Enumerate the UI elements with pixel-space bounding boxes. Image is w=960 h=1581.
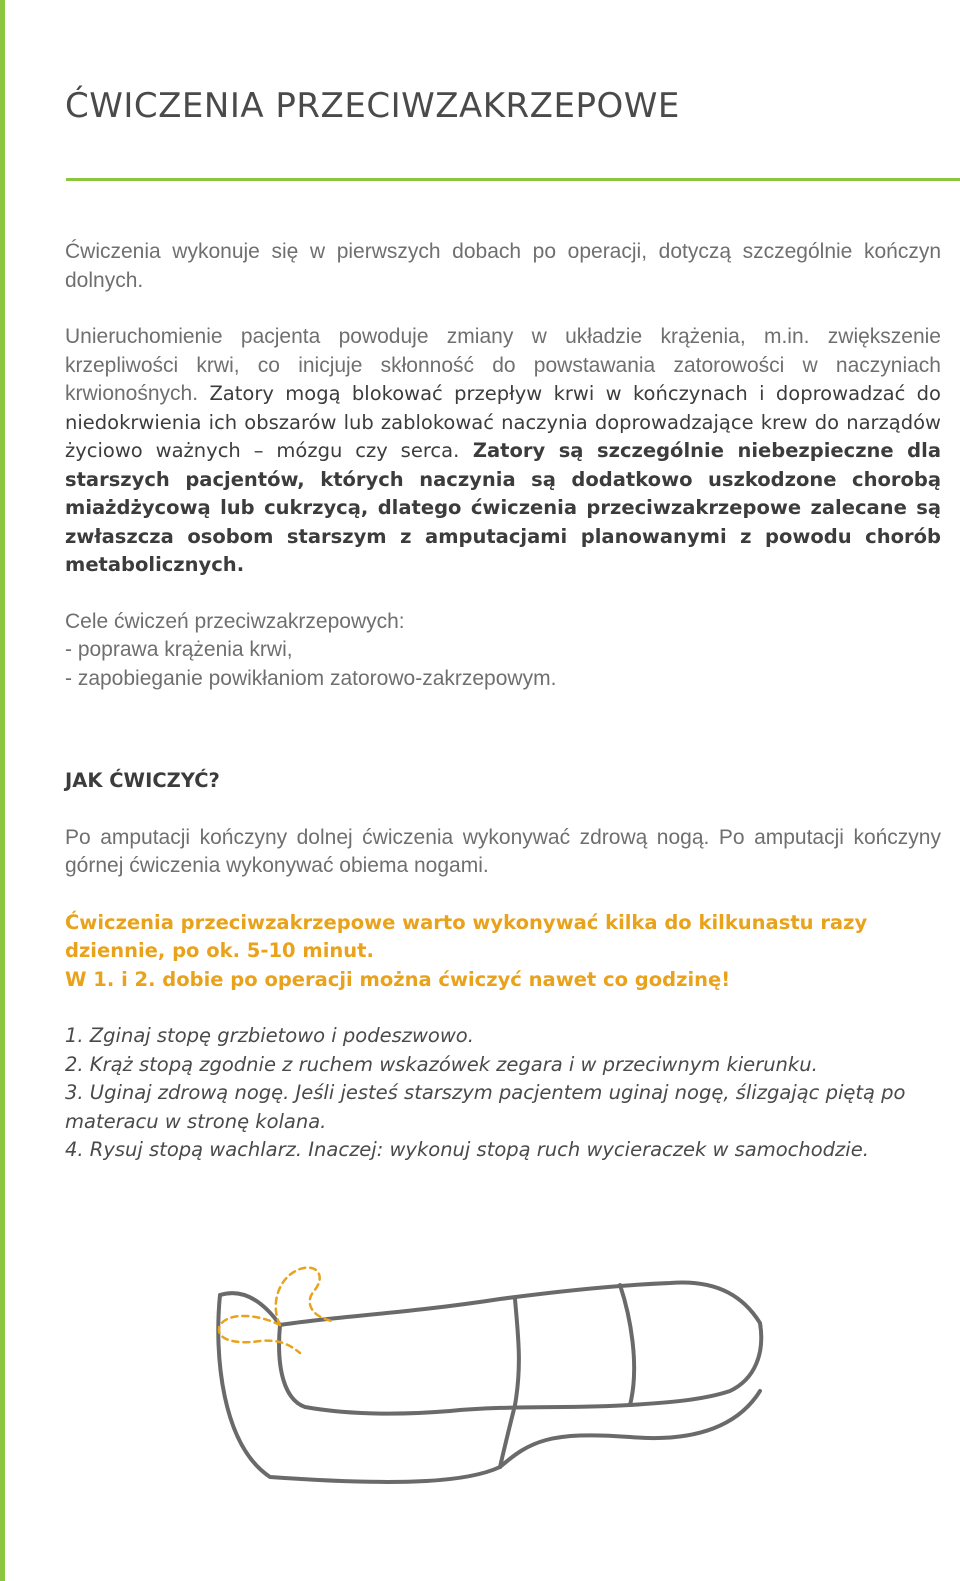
intro-paragraph: Ćwiczenia wykonuje się w pierwszych dobach po operacji, dotyczą szczególnie kończyn dolnych. [65, 240, 941, 292]
goal-item: - zapobieganie powikłaniom zatorowo-zakrzepowym. [65, 666, 557, 690]
goals-heading: Cele ćwiczeń przeciwzakrzepowych: [65, 609, 405, 633]
foot-motion-path [276, 1268, 332, 1325]
mattress-seam [515, 1299, 519, 1405]
circulation-text-bold: Zatory są szczególnie niebezpieczne dla starszych pacjentów, których naczynia są dodatkowo uszkodzone chorobą miażdżycową lub cukrzycą, dlatego ćwiczenia przeciwzakrzepowe zalecane są zwłaszcza osobom starszym z amputacjami planowanymi z powodu chorób metabolicznych. [65, 439, 941, 576]
mattress-seam [620, 1285, 634, 1405]
left-accent-bar [0, 0, 5, 1581]
first-days-highlight: W 1. i 2. dobie po operacji można ćwiczyć nawet co godzinę! [65, 967, 731, 991]
main-content [65, 238, 941, 1165]
exercise-step: 4. Rysuj stopą wachlarz. Inaczej: wykonuj stopą ruch wycieraczek w samochodzie. [65, 1138, 869, 1161]
frequency-highlight: Ćwiczenia przeciwzakrzepowe warto wykonywać kilka do kilkunastu razy dziennie, po ok. 5-10 minut. [65, 910, 868, 962]
how-to-exercise-text: Po amputacji kończyny dolnej ćwiczenia wykonywać zdrową nogą. Po amputacji kończyny górnej ćwiczenia wykonywać obiema nogami. [65, 825, 941, 877]
exercise-step: 1. Zginaj stopę grzbietowo i podeszwowo. [65, 1024, 474, 1047]
goal-item: - poprawa krążenia krwi, [65, 638, 293, 661]
title-divider [66, 178, 960, 181]
foot-motion-path [219, 1316, 300, 1353]
circulation-text-dark: Zatory mogą blokować przepływ krwi w kończynach i doprowadzać do niedokrwienia ich obszarów lub zablokować naczynia doprowadzające krew do narządów życiowo ważnych – mózgu czy serca. [65, 382, 941, 462]
exercise-step: 3. Uginaj zdrową nogę. Jeśli jesteś starszym pacjentem uginaj nogę, ślizgając piętą po materacu w stronę kolana. [65, 1081, 906, 1133]
circulation-text-light: Unieruchomienie pacjenta powoduje zmiany w układzie krążenia, m.in. zwiększenie krzepliwości krwi, co inicjuje skłonność do powstawania zatorowości w naczyniach krwionośnych. [65, 325, 941, 405]
how-to-exercise-heading: JAK ĆWICZYĆ? [65, 769, 220, 792]
page-title: ĆWICZENIA PRZECIWZAKRZEPOWE [65, 86, 680, 126]
circulation-paragraph [65, 323, 941, 580]
leg-exercise-illustration [200, 1255, 960, 1485]
exercise-step: 2. Krąż stopą zgodnie z ruchem wskazówek zegara i w przeciwnym kierunku. [65, 1052, 818, 1076]
